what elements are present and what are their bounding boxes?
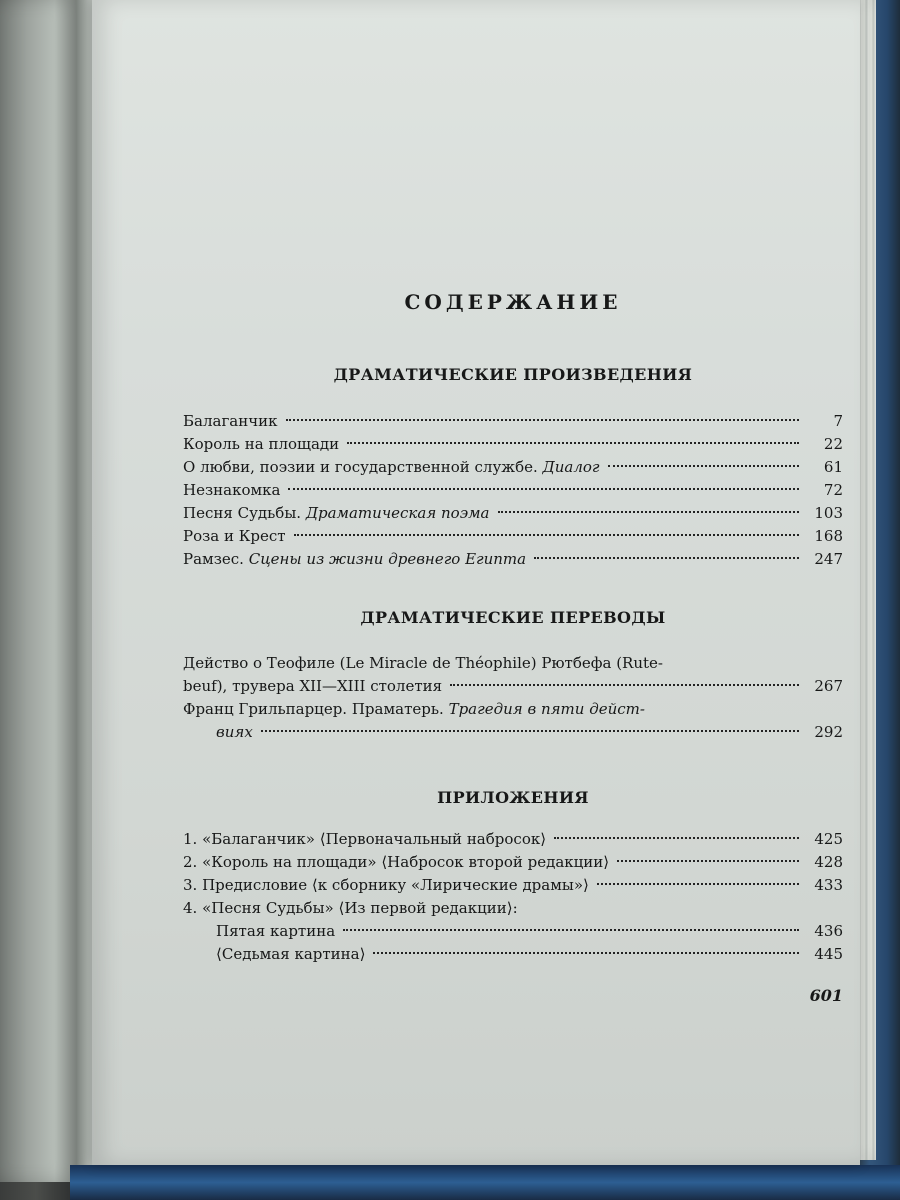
toc-entry-group — [183, 897, 843, 920]
dot-leader — [608, 465, 800, 467]
entry-title: Пятая картина — [216, 922, 336, 940]
entry-title-line: Франц Грильпарцер. Праматерь. Трагедия в пяти дейст- — [183, 700, 645, 718]
entry-page: 7 — [833, 412, 843, 430]
entry-title: Балаганчик — [183, 412, 278, 430]
entry-page: 425 — [814, 830, 843, 848]
toc-entry — [183, 502, 843, 525]
entry-title-line: Действо о Теофиле (Le Miracle de Théophile) Рютбефа (Rute- — [183, 654, 663, 672]
dot-leader — [286, 419, 799, 421]
dot-leader — [554, 837, 799, 839]
entry-title: Король на площади — [183, 435, 340, 453]
dot-leader — [534, 557, 799, 559]
entry-title: 1. «Балаганчик» ⟨Первоначальный набросок⟩ — [183, 830, 547, 848]
entry-title: Песня Судьбы. Драматическая поэма — [183, 504, 490, 522]
toc-entry — [183, 433, 843, 456]
entry-page: 433 — [814, 876, 843, 894]
dot-leader — [294, 534, 799, 536]
toc-entry — [183, 675, 843, 698]
toc-entry-continuation — [183, 652, 843, 675]
entry-title: Роза и Крест — [183, 527, 286, 545]
toc-entry — [183, 828, 843, 851]
dot-leader — [288, 488, 799, 490]
entry-page: 247 — [814, 550, 843, 568]
toc-entry — [183, 525, 843, 548]
section-title-appendices: ПРИЛОЖЕНИЯ — [437, 788, 589, 807]
toc-subentry — [183, 943, 843, 966]
dot-leader — [347, 442, 799, 444]
dot-leader — [373, 952, 799, 954]
entry-page: 292 — [814, 723, 843, 741]
dot-leader — [617, 860, 799, 862]
section-title-dramatic-translations: ДРАМАТИЧЕСКИЕ ПЕРЕВОДЫ — [360, 608, 666, 627]
dot-leader — [597, 883, 799, 885]
toc-entry — [183, 479, 843, 502]
dot-leader — [343, 929, 799, 931]
entry-page: 267 — [814, 677, 843, 695]
entry-page: 445 — [814, 945, 843, 963]
appendices-list — [183, 828, 843, 966]
entry-title: 4. «Песня Судьбы» ⟨Из первой редакции⟩: — [183, 899, 518, 917]
toc-content — [183, 0, 843, 1100]
page-number: 601 — [809, 986, 843, 1005]
entry-title-line: виях — [216, 723, 253, 741]
entry-title: 2. «Король на площади» ⟨Набросок второй редакции⟩ — [183, 853, 610, 871]
left-book-page — [0, 0, 78, 1182]
dramatic-translations-list — [183, 652, 843, 744]
entry-page: 72 — [823, 481, 843, 499]
entry-page: 428 — [814, 853, 843, 871]
entry-title: Рамзес. Сцены из жизни древнего Египта — [183, 550, 527, 568]
toc-entry — [183, 721, 843, 744]
toc-entry — [183, 851, 843, 874]
dot-leader — [450, 684, 799, 686]
entry-title-line: beuf), трувера XII—XIII столетия — [183, 677, 443, 695]
entry-page: 103 — [814, 504, 843, 522]
entry-title: ⟨Седьмая картина⟩ — [216, 945, 366, 963]
entry-title: 3. Предисловие ⟨к сборнику «Лирические драмы»⟩ — [183, 876, 589, 894]
entry-page: 168 — [814, 527, 843, 545]
entry-page: 61 — [823, 458, 843, 476]
blue-book-cover-bottom — [70, 1165, 900, 1200]
entry-page: 436 — [814, 922, 843, 940]
table-of-contents-page — [92, 0, 860, 1165]
entry-title: О любви, поэзии и государственной службе. Диалог — [183, 458, 600, 476]
toc-entry — [183, 456, 843, 479]
toc-title: СОДЕРЖАНИЕ — [404, 290, 622, 314]
section-title-dramatic-works: ДРАМАТИЧЕСКИЕ ПРОИЗВЕДЕНИЯ — [333, 365, 693, 384]
toc-entry — [183, 874, 843, 897]
toc-entry-continuation — [183, 698, 843, 721]
entry-page: 22 — [823, 435, 843, 453]
toc-subentry — [183, 920, 843, 943]
toc-entry — [183, 548, 843, 571]
dot-leader — [261, 730, 799, 732]
entry-title: Незнакомка — [183, 481, 281, 499]
toc-entry — [183, 410, 843, 433]
dot-leader — [498, 511, 800, 513]
dramatic-works-list — [183, 410, 843, 571]
